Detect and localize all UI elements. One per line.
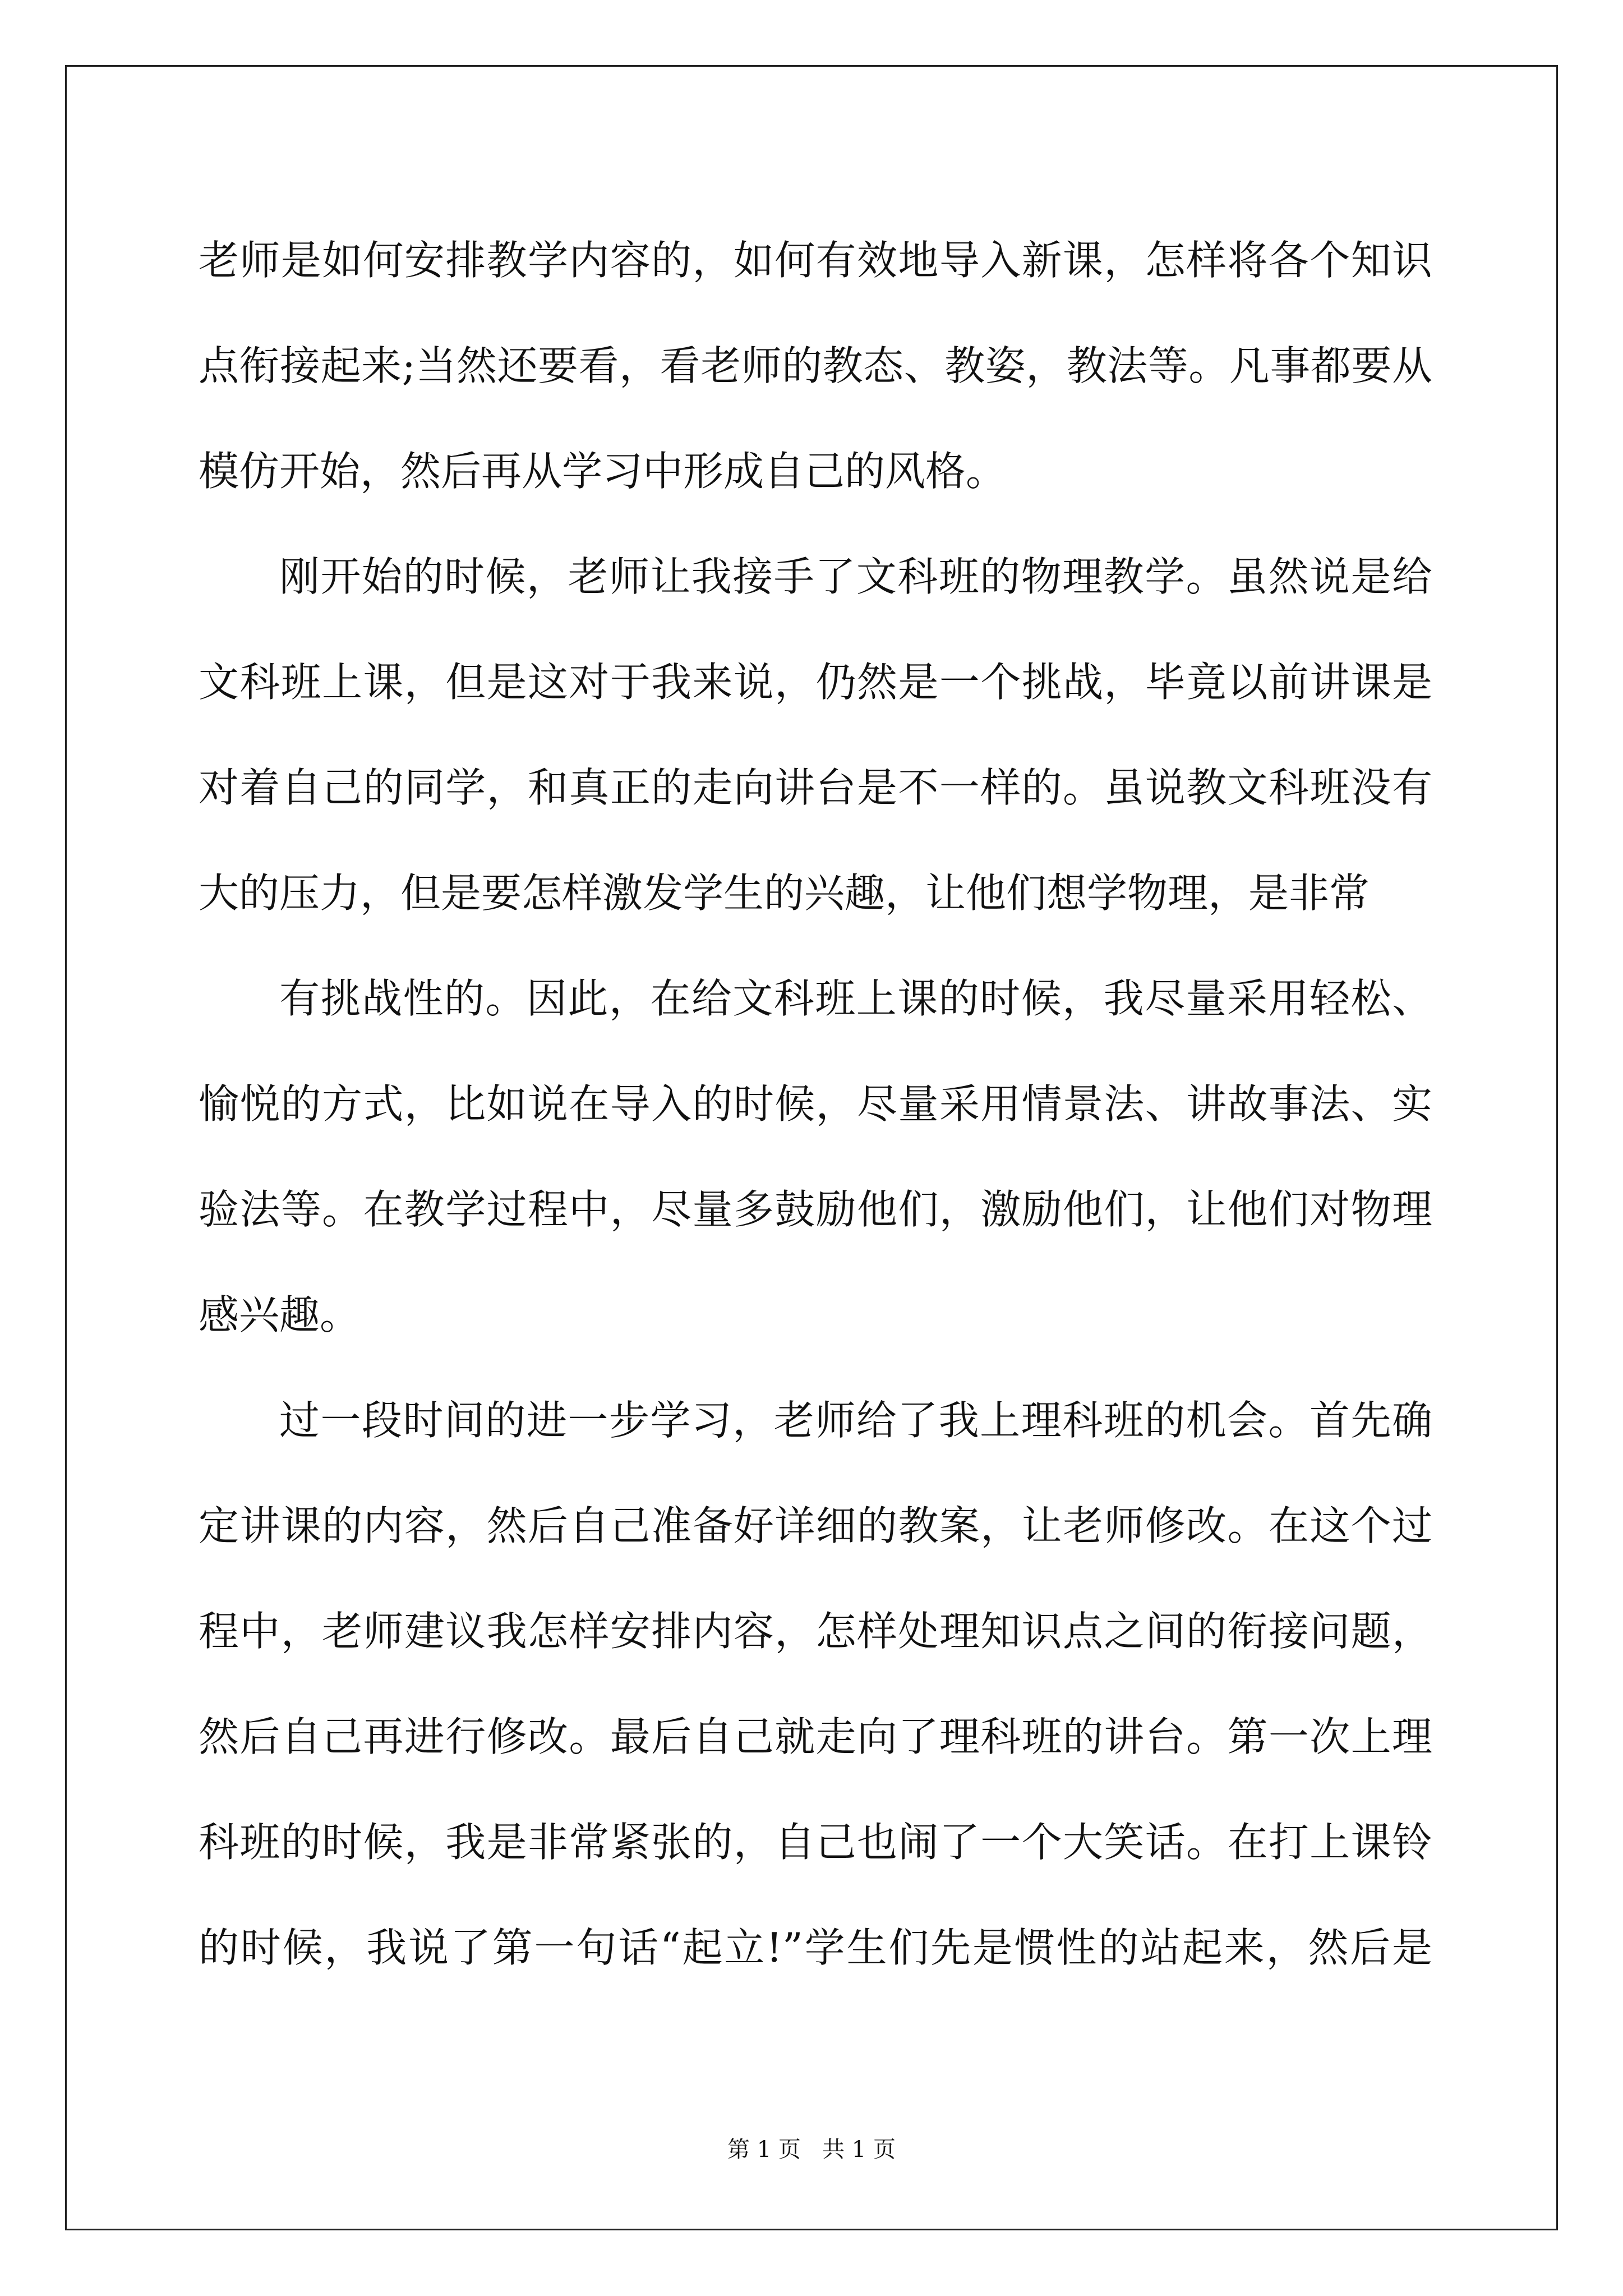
- text-line: 大的压力，但是要怎样激发学生的兴趣，让他们想学物理，是非常: [199, 869, 1370, 917]
- text-line: 然后自己再进行修改。最后自己就走向了理科班的讲台。第一次上理: [199, 1713, 1432, 1760]
- text-line: 程中，老师建议我怎样安排内容，怎样处理知识点之间的衔接问题，: [199, 1608, 1432, 1655]
- paragraph-start-line: 刚开始的时候，老师让我接手了文科班的物理教学。虽然说是给: [279, 553, 1432, 600]
- text-line: 验法等。在教学过程中，尽量多鼓励他们，激励他们，让他们对物理: [199, 1186, 1432, 1233]
- document-body: [199, 208, 1432, 2000]
- text-line: 科班的时候，我是非常紧张的，自己也闹了一个大笑话。在打上课铃: [199, 1819, 1432, 1866]
- text-line: 的时候，我说了第一句话“起立!”学生们先是惯性的站起来，然后是: [199, 1924, 1432, 1971]
- text-line: 愉悦的方式，比如说在导入的时候，尽量采用情景法、讲故事法、实: [199, 1080, 1432, 1128]
- page-number-footer: 第 1 页 共 1 页: [727, 2137, 896, 2162]
- text-line: 模仿开始，然后再从学习中形成自己的风格。: [199, 448, 1007, 495]
- text-line: 老师是如何安排教学内容的，如何有效地导入新课，怎样将各个知识: [199, 237, 1432, 284]
- text-line: 感兴趣。: [199, 1291, 361, 1338]
- text-line: 定讲课的内容，然后自己准备好详细的教案，让老师修改。在这个过: [199, 1502, 1432, 1549]
- text-line: 对着自己的同学，和真正的走向讲台是不一样的。虽说教文科班没有: [199, 764, 1432, 811]
- paragraph-start-line: 过一段时间的进一步学习，老师给了我上理科班的机会。首先确: [279, 1397, 1432, 1444]
- text-line: 文科班上课，但是这对于我来说，仍然是一个挑战，毕竟以前讲课是: [199, 659, 1432, 706]
- text-line: 点衔接起来;当然还要看，看老师的教态、教姿，教法等。凡事都要从: [199, 342, 1432, 389]
- paragraph-start-line: 有挑战性的。因此，在给文科班上课的时候，我尽量采用轻松、: [279, 975, 1432, 1022]
